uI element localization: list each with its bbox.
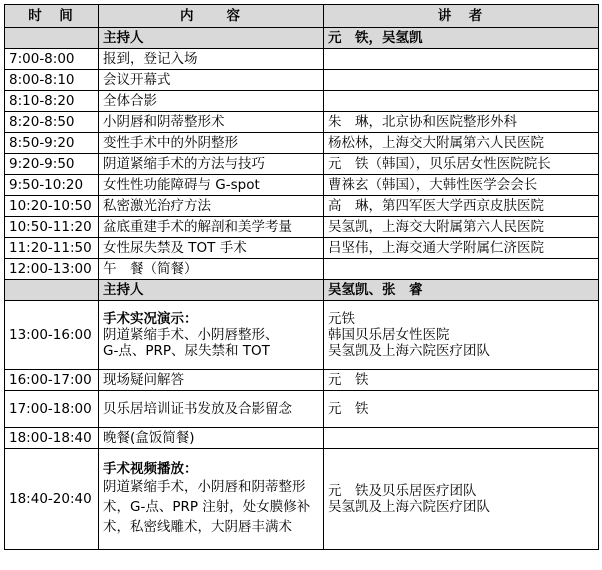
table-row-cert <box>5 391 599 428</box>
speaker-cell <box>324 428 599 449</box>
demo-line: 阴道紧缩手术、小阴唇整形、 <box>103 327 279 343</box>
time-cell: 9:50-10:20 <box>5 175 99 196</box>
speaker-cell: 元 铁，吴氢凯 <box>324 28 599 49</box>
table-row-qa <box>5 370 599 391</box>
time-cell: 8:00-8:10 <box>5 70 99 91</box>
topic-cell: 女性性功能障碍与 G-spot <box>99 175 324 196</box>
table-row-dinner <box>5 428 599 449</box>
table-row-video <box>5 449 599 550</box>
speaker-cell: 曹祩玄（韩国），大韩性医学会会长 <box>324 175 599 196</box>
table-row <box>5 49 599 70</box>
topic-cell <box>99 449 324 550</box>
topic-cell: 全体合影 <box>99 91 324 112</box>
topic-cell: 午 餐（简餐） <box>99 259 324 280</box>
speaker-cell: 元 铁 <box>324 391 599 428</box>
table-row <box>5 70 599 91</box>
time-cell: 8:10-8:20 <box>5 91 99 112</box>
time-cell: 7:00-8:00 <box>5 49 99 70</box>
video-speaker: 元 铁及贝乐居医疗团队 <box>328 483 477 499</box>
speaker-cell: 朱 琳，北京协和医院整形外科 <box>324 112 599 133</box>
speaker-cell <box>324 259 599 280</box>
table-row <box>5 259 599 280</box>
demo-speaker: 韩国贝乐居女性医院 <box>328 327 450 343</box>
table-row <box>5 217 599 238</box>
time-cell: 18:00-18:40 <box>5 428 99 449</box>
table-row <box>5 196 599 217</box>
demo-speaker: 元铁 <box>328 311 355 327</box>
time-cell: 10:20-10:50 <box>5 196 99 217</box>
demo-line: G-点、PRP、尿失禁和 TOT <box>103 343 270 359</box>
speaker-cell <box>324 301 599 370</box>
topic-cell: 变性手术中的外阴整形 <box>99 133 324 154</box>
header-row <box>5 5 599 28</box>
speaker-cell: 高 琳，第四军医大学西京皮肤医院 <box>324 196 599 217</box>
table-row <box>5 133 599 154</box>
video-title: 手术视频播放： <box>103 461 198 477</box>
speaker-cell: 杨松林，上海交大附属第六人民医院 <box>324 133 599 154</box>
time-cell: 17:00-18:00 <box>5 391 99 428</box>
topic-cell: 会议开幕式 <box>99 70 324 91</box>
table-row <box>5 238 599 259</box>
time-cell: 18:40-20:40 <box>5 449 99 550</box>
speaker-cell <box>324 449 599 550</box>
topic-cell: 主持人 <box>99 280 324 301</box>
speaker-cell: 吴氢凯，上海交大附属第六人民医院 <box>324 217 599 238</box>
table-row <box>5 112 599 133</box>
topic-cell: 晚餐(盒饭简餐) <box>99 428 324 449</box>
time-cell <box>5 28 99 49</box>
table-row-demo <box>5 301 599 370</box>
topic-cell: 私密激光治疗方法 <box>99 196 324 217</box>
time-cell: 11:20-11:50 <box>5 238 99 259</box>
time-cell: 12:00-13:00 <box>5 259 99 280</box>
speaker-cell: 元 铁（韩国），贝乐居女性医院院长 <box>324 154 599 175</box>
time-cell: 10:50-11:20 <box>5 217 99 238</box>
topic-cell: 报到，登记入场 <box>99 49 324 70</box>
topic-cell: 盆底重建手术的解剖和美学考量 <box>99 217 324 238</box>
topic-cell: 贝乐居培训证书发放及合影留念 <box>99 391 324 428</box>
speaker-cell <box>324 70 599 91</box>
speaker-cell: 元 铁 <box>324 370 599 391</box>
header-content: 内 容 <box>99 5 324 28</box>
video-speaker: 吴氢凯及上海六院医疗团队 <box>328 499 490 515</box>
demo-title: 手术实况演示： <box>103 311 198 327</box>
header-time: 时 间 <box>5 5 99 28</box>
time-cell: 13:00-16:00 <box>5 301 99 370</box>
video-text: 阴道紧缩手术，小阴唇和阴蒂整形术，G-点、PRP 注射，处女膜修补术，私密线雕术，大阴唇丰满术 <box>103 479 311 535</box>
topic-cell <box>99 301 324 370</box>
time-cell <box>5 280 99 301</box>
topic-cell: 主持人 <box>99 28 324 49</box>
schedule-table <box>4 4 599 550</box>
topic-cell: 阴道紧缩手术的方法与技巧 <box>99 154 324 175</box>
speaker-cell <box>324 91 599 112</box>
time-cell: 16:00-17:00 <box>5 370 99 391</box>
speaker-cell: 吕坚伟，上海交通大学附属仁济医院 <box>324 238 599 259</box>
host-row <box>5 280 599 301</box>
table-row <box>5 154 599 175</box>
speaker-cell: 吴氢凯、张 睿 <box>324 280 599 301</box>
topic-cell: 女性尿失禁及 TOT 手术 <box>99 238 324 259</box>
speaker-cell <box>324 49 599 70</box>
time-cell: 8:50-9:20 <box>5 133 99 154</box>
time-cell: 8:20-8:50 <box>5 112 99 133</box>
time-cell: 9:20-9:50 <box>5 154 99 175</box>
demo-speaker: 吴氢凯及上海六院医疗团队 <box>328 343 490 359</box>
host-row <box>5 28 599 49</box>
topic-cell: 现场疑问解答 <box>99 370 324 391</box>
table-row <box>5 175 599 196</box>
topic-cell: 小阴唇和阴蒂整形术 <box>99 112 324 133</box>
header-speaker: 讲 者 <box>324 5 599 28</box>
table-row <box>5 91 599 112</box>
